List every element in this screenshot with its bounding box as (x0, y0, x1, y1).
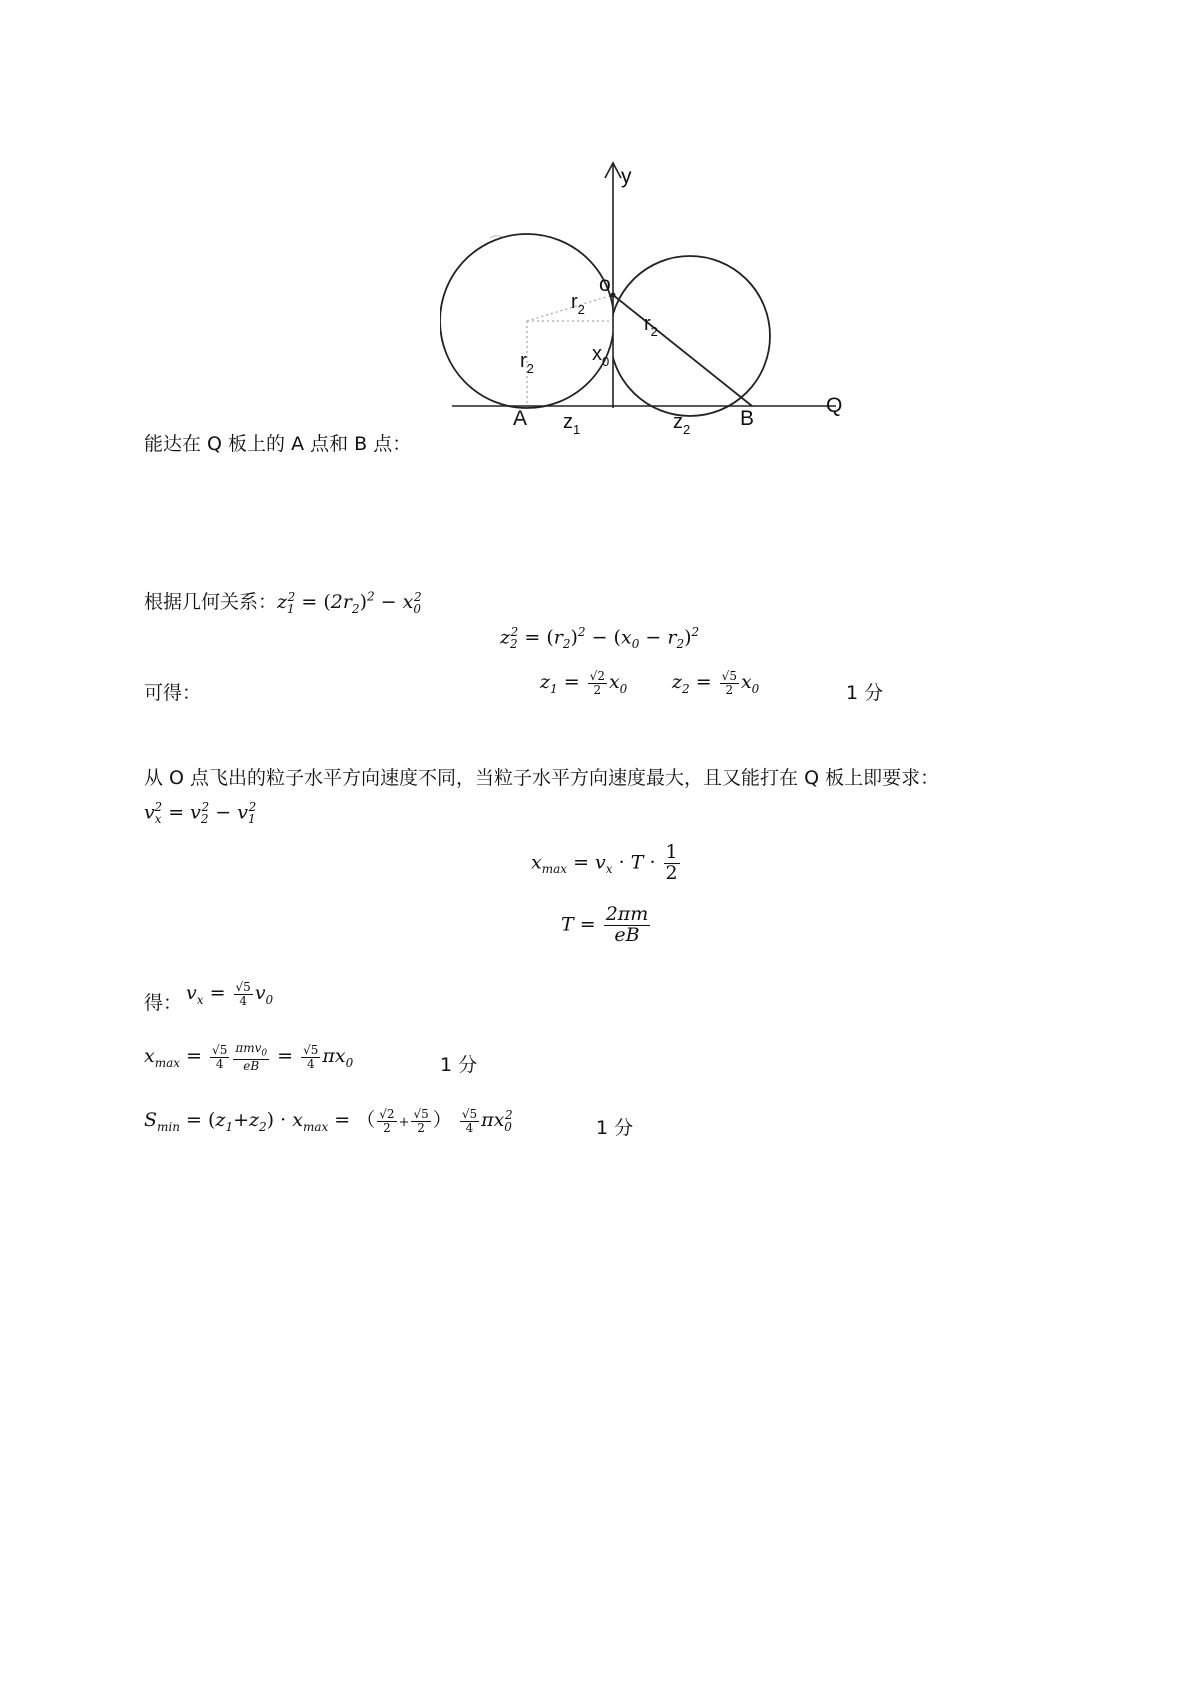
intro-text: 能达在 Q 板上的 A 点和 B 点： (144, 433, 412, 455)
z2-label: $z_2$ (673, 411, 691, 437)
y-axis-label: y (621, 165, 632, 188)
r2-label-left: $r_2$ (520, 350, 534, 376)
eq-z1-result: $z_1$ = $\frac{√2}{2}$ $x_0$ (540, 669, 628, 697)
eq-z1-squared: $z_1^2 = (2r_2)^2 - x_0^2$ (277, 589, 422, 616)
score-1: 1 分 (846, 682, 884, 704)
geometry-figure (440, 150, 860, 450)
de-label: 得： (144, 992, 183, 1014)
z1-label: $z_1$ (563, 411, 581, 437)
eq-z2-squared: $z_2^2 = (r_2)^2 - (x_0 - r_2)^2$ (500, 625, 700, 652)
geometry-relation-line (144, 587, 422, 616)
dotted-line-top (527, 295, 613, 321)
o-label: o (599, 273, 611, 296)
point-o (611, 293, 616, 298)
r2-label-top: $r_2$ (571, 291, 585, 317)
eq-vx-squared: $v_x^2 = v_2^2 - v_1^2$ (144, 800, 257, 827)
eq-smin: $S_{min} = (z_1+z_2) \cdot x_{max}$ = （ $\frac{√2}{2}$ + $\frac{√5}{2}$ ） $\frac{√5}{4}$ $\pi x_0^2$ (144, 1106, 513, 1135)
eq-z2-result: $z_2$ = $\frac{√5}{2}$ $x_0$ (672, 669, 760, 697)
result-label: 可得： (144, 682, 202, 704)
q-label: Q (826, 394, 843, 417)
a-label: A (513, 407, 528, 430)
eq-period: T = $\frac{2\pi m}{eB}$ (561, 903, 649, 946)
eq-vx-result: $v_x$ = $\frac{√5}{4}$ $v_0$ (186, 980, 274, 1008)
chord-ob (613, 295, 752, 406)
geo-label: 根据几何关系： (144, 591, 278, 613)
eq-xmax-result: $x_{max}$ = $\frac{√5}{4}$ $\frac{\pi mv_0}{eB}$ = $\frac{√5}{4}$ $\pi x_0$ (144, 1041, 354, 1073)
score-2: 1 分 (440, 1054, 478, 1076)
eq-xmax-def: $x_{max} = v_x \cdot T$ · $\frac{1}{2}$ (531, 841, 678, 884)
b-label: B (740, 407, 755, 430)
score-3: 1 分 (596, 1117, 634, 1139)
paragraph-text: 从 O 点飞出的粒子水平方向速度不同，当粒子水平方向速度最大，且又能打在 Q 板上即要求： (144, 767, 940, 789)
right-trajectory-arc (610, 256, 770, 416)
x0-label: $x_0$ (592, 343, 610, 369)
r2-label-chord: $r_2$ (644, 313, 658, 339)
